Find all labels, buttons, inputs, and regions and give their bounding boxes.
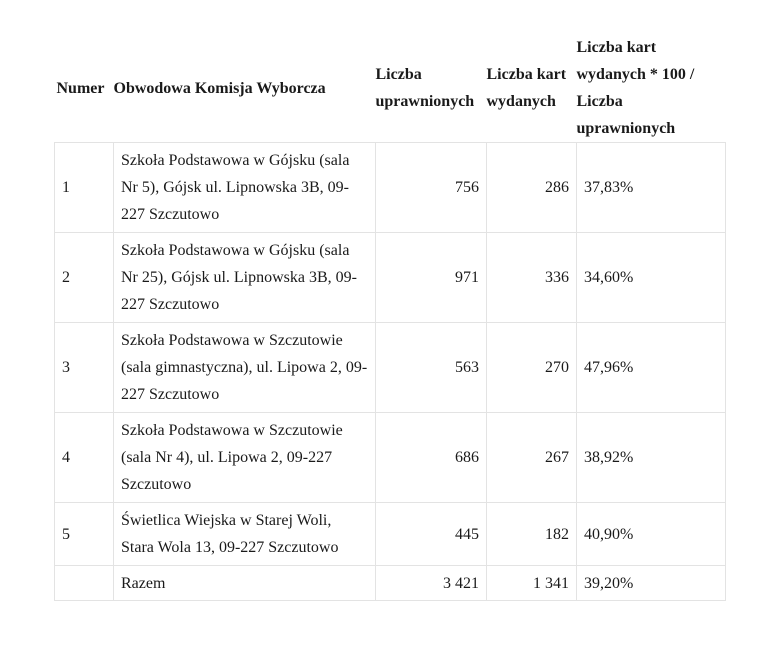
cell-ballots: 270: [487, 323, 577, 413]
header-ballots: Liczba kart wydanych: [486, 66, 567, 110]
header-eligible: Liczba uprawnionych: [375, 66, 475, 110]
cell-number: 4: [55, 413, 114, 503]
table-row: [55, 503, 726, 566]
cell-committee: Szkoła Podstawowa w Szczutowie (sala gimnastyczna), ul. Lipowa 2, 09-227 Szczutowo: [114, 323, 376, 413]
cell-number: 5: [55, 503, 114, 566]
cell-ratio: 40,90%: [577, 503, 726, 566]
table-row: [55, 323, 726, 413]
cell-number: 1: [55, 143, 114, 233]
cell-committee: Szkoła Podstawowa w Szczutowie (sala Nr 4), ul. Lipowa 2, 09-227 Szczutowo: [114, 413, 376, 503]
cell-number: [55, 566, 114, 601]
cell-number: 2: [55, 233, 114, 323]
cell-ratio: 47,96%: [577, 323, 726, 413]
cell-committee: Świetlica Wiejska w Starej Woli, Stara Wola 13, 09-227 Szczutowo: [114, 503, 376, 566]
cell-committee: Szkoła Podstawowa w Gójsku (sala Nr 25), Gójsk ul. Lipnowska 3B, 09-227 Szczutowo: [114, 233, 376, 323]
cell-total-ratio: 39,20%: [577, 566, 726, 601]
table-header: [55, 34, 726, 143]
cell-eligible: 756: [376, 143, 487, 233]
cell-ratio: 34,60%: [577, 233, 726, 323]
header-ratio: Liczba kart wydanych * 100 / Liczba uprawnionych: [576, 39, 695, 137]
header-number: Numer: [56, 79, 105, 97]
election-results-table: [54, 34, 726, 601]
cell-ballots: 267: [487, 413, 577, 503]
cell-ballots: 286: [487, 143, 577, 233]
cell-committee: Szkoła Podstawowa w Gójsku (sala Nr 5), Gójsk ul. Lipnowska 3B, 09-227 Szczutowo: [114, 143, 376, 233]
cell-ratio: 37,83%: [577, 143, 726, 233]
cell-number: 3: [55, 323, 114, 413]
cell-eligible: 686: [376, 413, 487, 503]
cell-eligible: 971: [376, 233, 487, 323]
table-row: [55, 143, 726, 233]
cell-ballots: 336: [487, 233, 577, 323]
cell-eligible: 445: [376, 503, 487, 566]
cell-ratio: 38,92%: [577, 413, 726, 503]
cell-total-label: Razem: [114, 566, 376, 601]
header-committee: Obwodowa Komisja Wyborcza: [113, 79, 326, 97]
table-row: [55, 413, 726, 503]
cell-total-eligible: 3 421: [376, 566, 487, 601]
cell-ballots: 182: [487, 503, 577, 566]
table-row: [55, 233, 726, 323]
table-body: [55, 143, 726, 601]
cell-eligible: 563: [376, 323, 487, 413]
total-row: [55, 566, 726, 601]
cell-total-ballots: 1 341: [487, 566, 577, 601]
header-row: [55, 34, 726, 143]
